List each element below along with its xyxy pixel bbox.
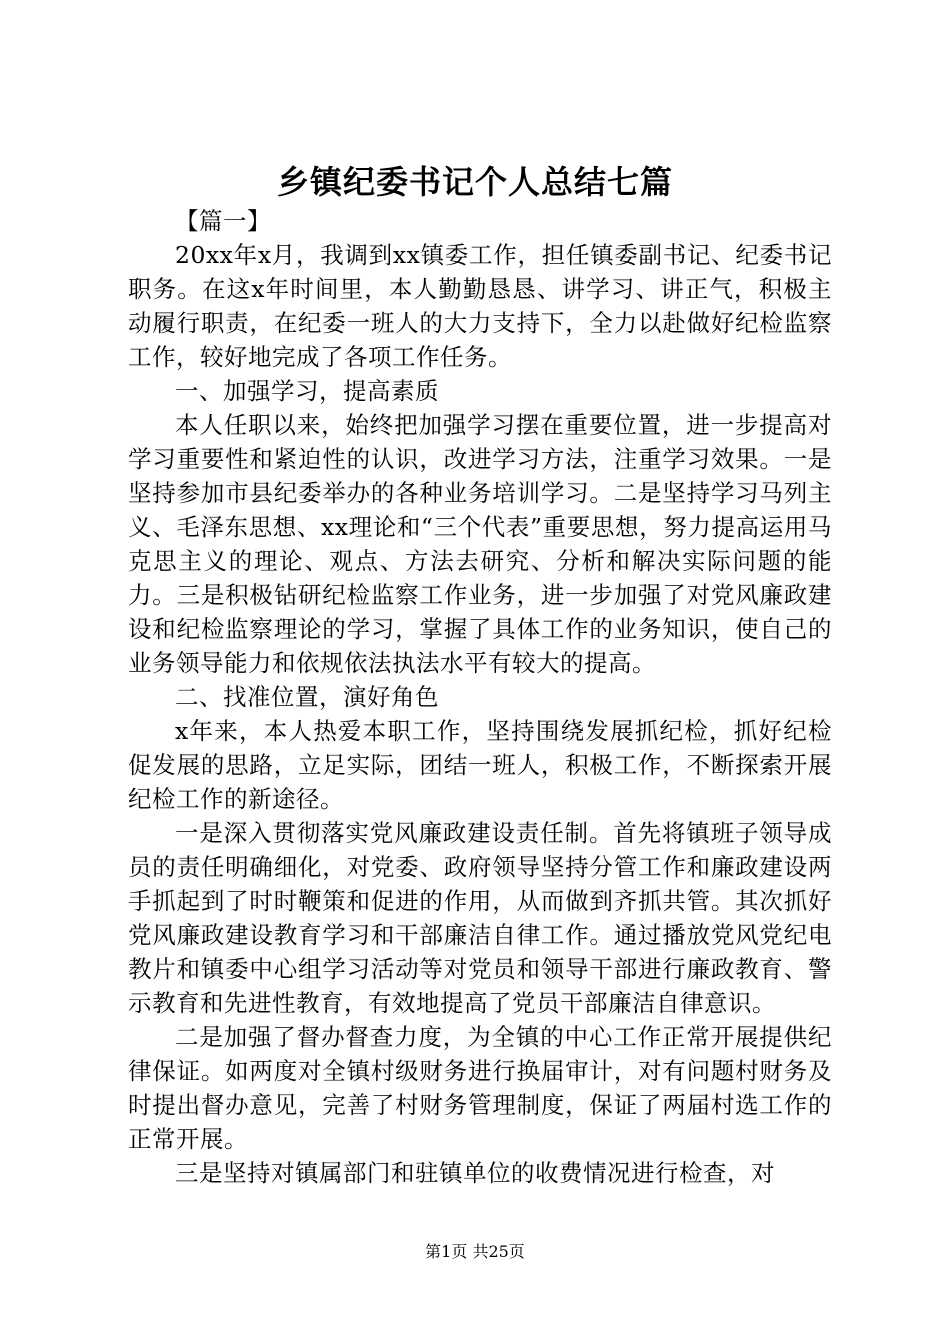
paragraph: 二是加强了督办督查力度，为全镇的中心工作正常开展提供纪律保证。如两度对全镇村级财务进行换届审计，对有问题村财务及时提出督办意见，完善了村财务管理制度，保证了两届村选工作的正常开展。 bbox=[128, 1023, 832, 1153]
document-body bbox=[128, 204, 832, 1190]
document-title: 乡镇纪委书记个人总结七篇 bbox=[276, 163, 673, 201]
section-heading: 一、加强学习，提高素质 bbox=[175, 377, 439, 405]
paragraph: 本人任职以来，始终把加强学习摆在重要位置，进一步提高对学习重要性和紧迫性的认识，改进学习方法，注重学习效果。一是坚持参加市县纪委举办的各种业务培训学习。二是坚持学习马列主义、毛泽东思想、xx理论和“三个代表”重要思想，努力提高运用马克思主义的理论、观点、方法去研究、分析和解决实际问题的能力。三是积极钻研纪检监察工作业务，进一步加强了对党风廉政建设和纪检监察理论的学习，掌握了具体工作的业务知识，使自己的业务领导能力和依规依法执法水平有较大的提高。 bbox=[128, 411, 832, 677]
page-footer: 第1页 共25页 bbox=[425, 1242, 525, 1261]
section-heading: 二、找准位置，演好角色 bbox=[175, 683, 439, 711]
paragraph: 三是坚持对镇属部门和驻镇单位的收费情况进行检查，对 bbox=[175, 1159, 775, 1187]
section-heading: 【篇一】 bbox=[175, 207, 271, 235]
paragraph: 一是深入贯彻落实党风廉政建设责任制。首先将镇班子领导成员的责任明确细化，对党委、政府领导坚持分管工作和廉政建设两手抓起到了时时鞭策和促进的作用，从而做到齐抓共管。其次抓好党风廉政建设教育学习和干部廉洁自律工作。通过播放党风党纪电教片和镇委中心组学习活动等对党员和领导干部进行廉政教育、警示教育和先进性教育，有效地提高了党员干部廉洁自律意识。 bbox=[128, 819, 832, 1017]
paragraph: 20xx年x月，我调到xx镇委工作，担任镇委副书记、纪委书记职务。在这x年时间里，本人勤勤恳恳、讲学习、讲正气，积极主动履行职责，在纪委一班人的大力支持下，全力以赴做好纪检监察工作，较好地完成了各项工作任务。 bbox=[128, 241, 832, 371]
paragraph: x年来，本人热爱本职工作，坚持围绕发展抓纪检，抓好纪检促发展的思路，立足实际，团结一班人，积极工作，不断探索开展纪检工作的新途径。 bbox=[128, 717, 832, 813]
